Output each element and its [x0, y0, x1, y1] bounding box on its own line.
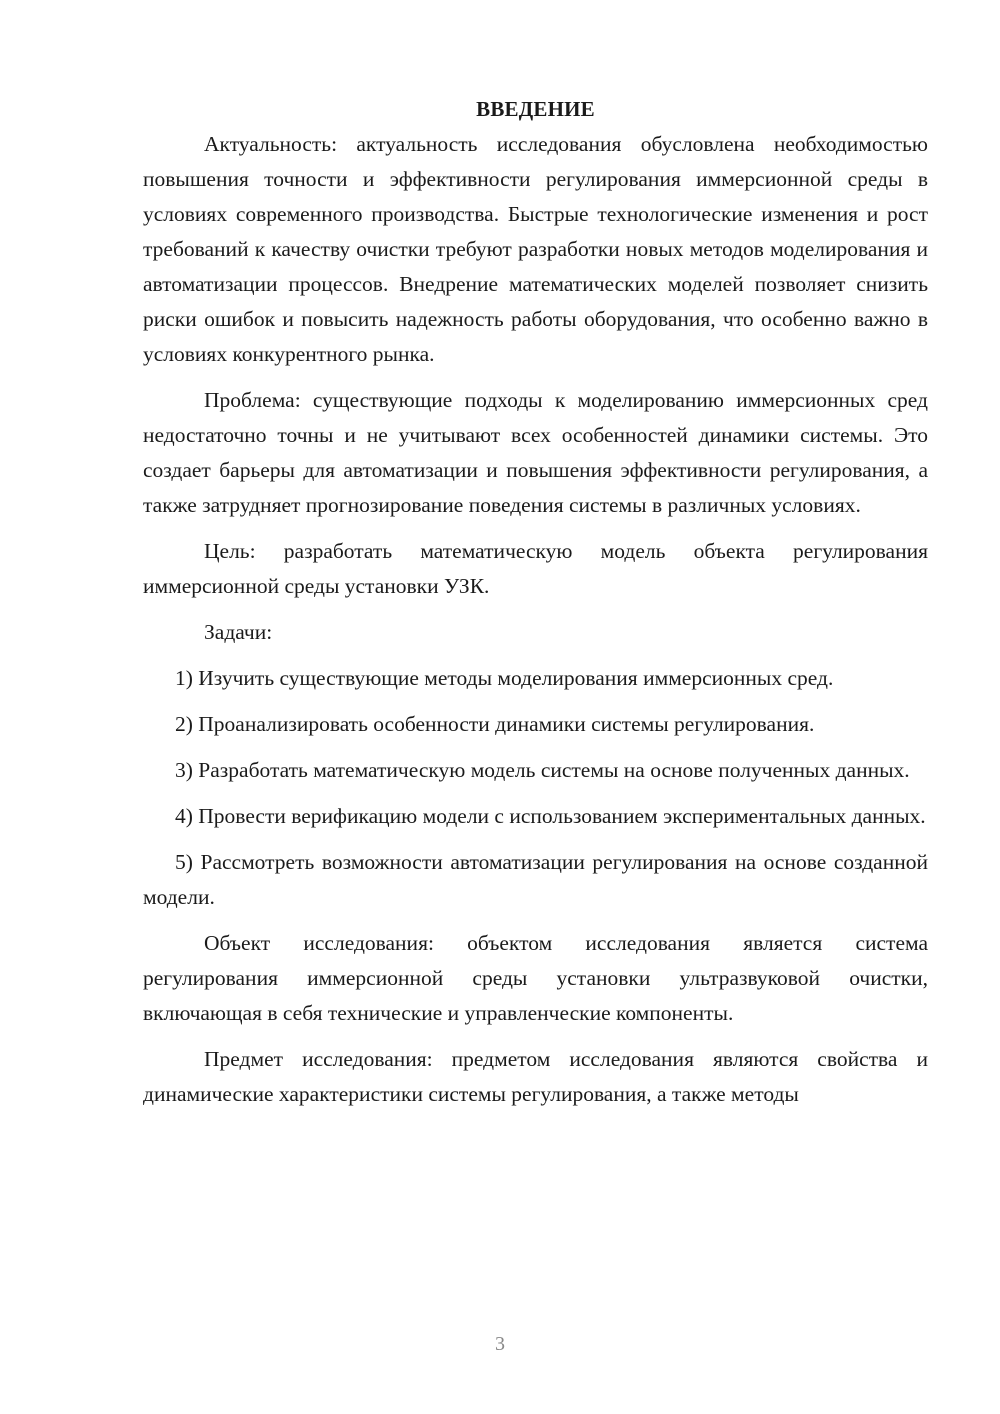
task-item-3: 3) Разработать математическую модель системы на основе полученных данных.: [175, 758, 910, 782]
section-heading: ВВЕДЕНИЕ: [476, 97, 595, 121]
paragraph-problem: Проблема: существующие подходы к моделированию иммерсионных сред недостаточно точны и не учитывают всех особенностей динамики системы. Это создает барьеры для автоматизации и повышения эффективности регулирования, а также затрудняет прогнозирование поведения системы в различных условиях.: [143, 388, 928, 517]
task-item-1: 1) Изучить существующие методы моделирования иммерсионных сред.: [175, 666, 834, 690]
paragraph-subject: Предмет исследования: предметом исследования являются свойства и динамические характеристики системы регулирования, а также методы: [143, 1047, 928, 1106]
task-item-5: 5) Рассмотреть возможности автоматизации регулирования на основе созданной модели.: [143, 850, 928, 909]
task-item-4: 4) Провести верификацию модели с использованием экспериментальных данных.: [175, 804, 926, 828]
tasks-label: Задачи:: [204, 620, 273, 644]
paragraph-object: Объект исследования: объектом исследования является система регулирования иммерсионной среды установки ультразвуковой очистки, включающая в себя технические и управленческие компоненты.: [143, 931, 928, 1025]
document-page: [143, 92, 928, 1123]
paragraph-goal: Цель: разработать математическую модель объекта регулирования иммерсионной среды установки УЗК.: [143, 539, 928, 598]
paragraph-relevance: Актуальность: актуальность исследования обусловлена необходимостью повышения точности и эффективности регулирования иммерсионной среды в условиях современного производства. Быстрые технологические изменения и рост требований к качеству очистки требуют разработки новых методов моделирования и автоматизации процессов. Внедрение математических моделей позволяет снизить риски ошибок и повысить надежность работы оборудования, что особенно важно в условиях конкурентного рынка.: [143, 132, 928, 366]
page-number: 3: [495, 1333, 505, 1355]
task-item-2: 2) Проанализировать особенности динамики системы регулирования.: [175, 712, 815, 736]
